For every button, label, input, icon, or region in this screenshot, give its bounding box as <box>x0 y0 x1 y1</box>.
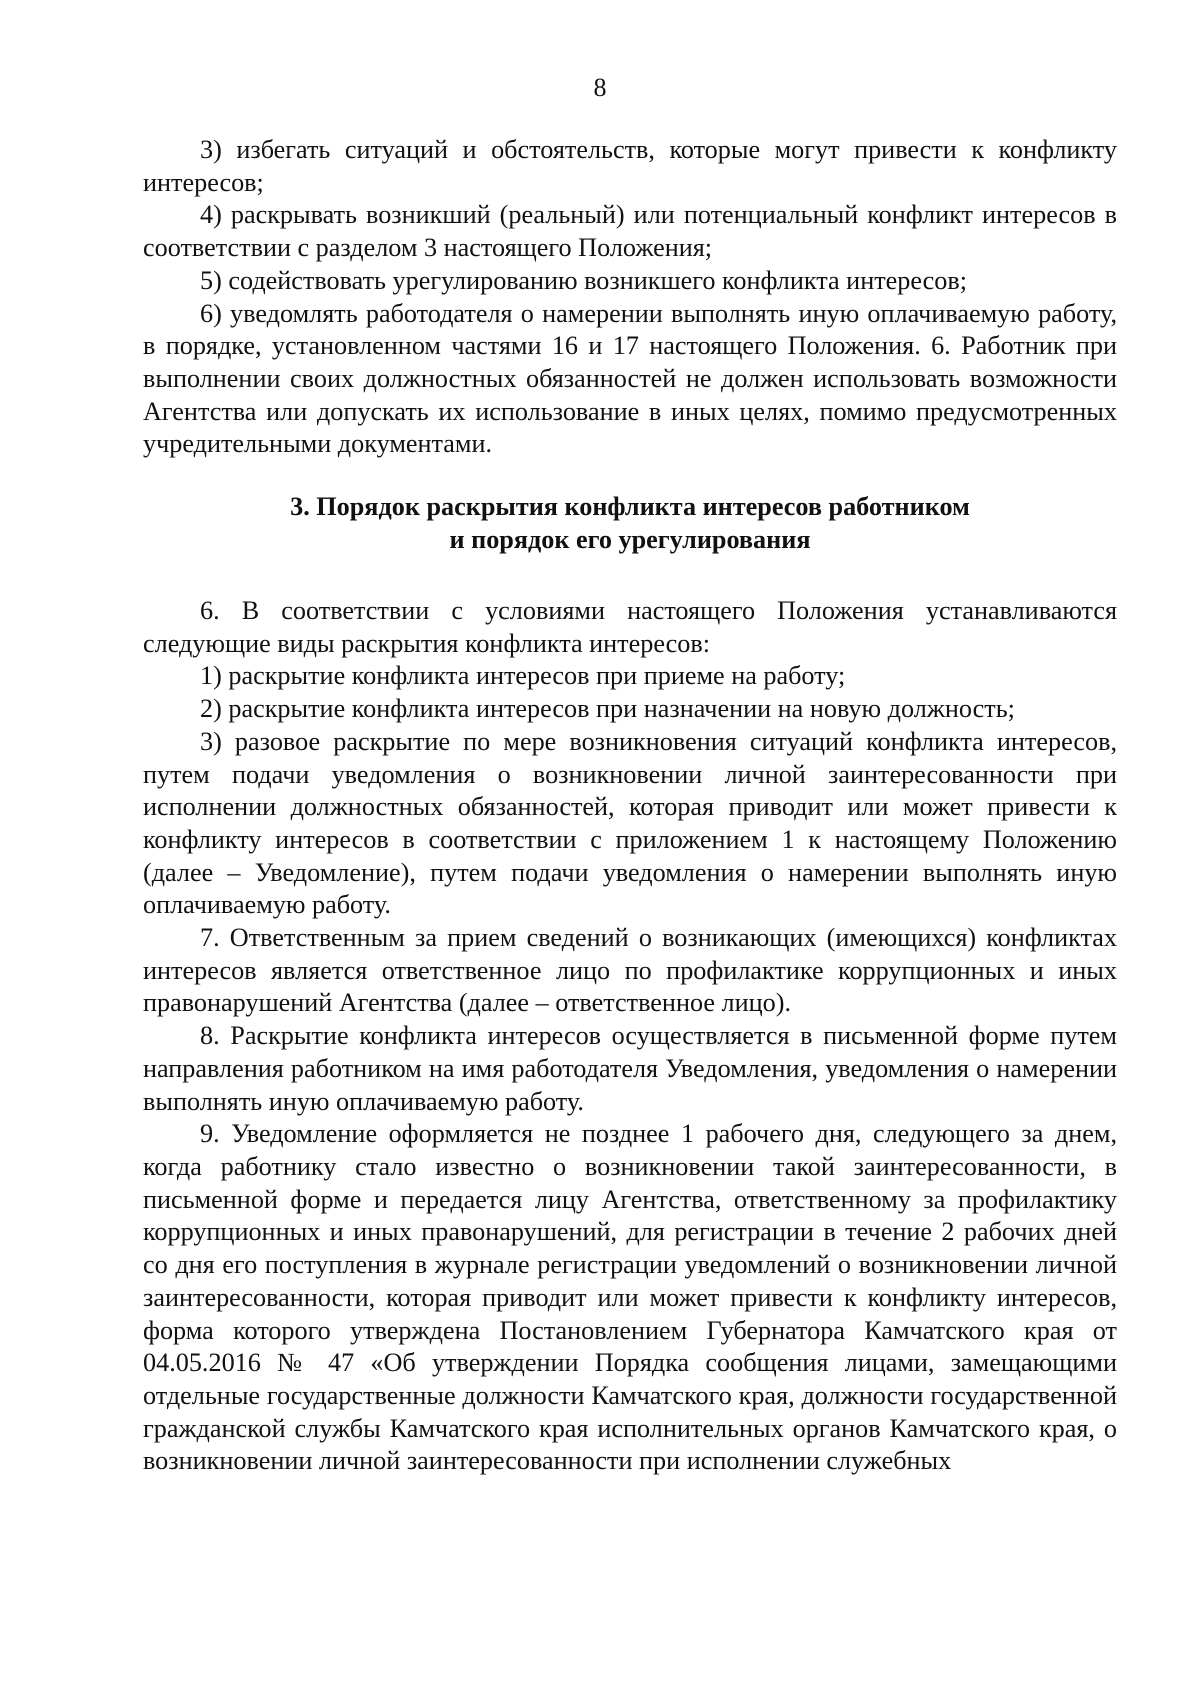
page-number: 8 <box>593 73 607 102</box>
paragraph-duty-5: 5) содействовать урегулированию возникшего конфликта интересов; <box>200 265 968 295</box>
paragraph-duty-6: 6) уведомлять работодателя о намерении выполнять иную оплачиваемую работу, в порядке, установленном частями 16 и 17 настоящего Положения. 6. Работник при выполнении своих должностных обязанностей не должен использовать возможности Агентства или допускать их использование в иных целях, помимо предусмотренных учредительными документами. <box>143 298 1117 459</box>
paragraph-duty-4: 4) раскрывать возникший (реальный) или потенциальный конфликт интересов в соответствии с разделом 3 настоящего Положения; <box>143 200 1117 263</box>
paragraph-clause-6: 6. В соответствии с условиями настоящего Положения устанавливаются следующие виды раскрытия конфликта интересов: <box>143 596 1117 658</box>
paragraph-clause-6-item-3: 3) разовое раскрытие по мере возникновения ситуаций конфликта интересов, путем подачи уведомления о возникновении личной заинтересованности при исполнении должностных обязанностей, которая приводит или может привести к конфликту интересов в соответствии с приложением 1 к настоящему Положению (далее – Уведомление), путем подачи уведомления о намерении выполнять иную оплачиваемую работу. <box>143 726 1117 920</box>
section-heading-line-2: и порядок его урегулирования <box>449 524 811 554</box>
paragraph-clause-9: 9. Уведомление оформляется не позднее 1 рабочего дня, следующего за днем, когда работнику стало известно о возникновении такой заинтересованности, в письменной форме и передается лицу Агентства, ответственному за профилактику коррупционных и иных правонарушений, для регистрации в течение 2 рабочих дней со дня его поступления в журнале регистрации уведомлений о возникновении личной заинтересованности, которая приводит или может привести к конфликту интересов, форма которого утверждена Постановлением Губернатора Камчатского края от 04.05.2016 № 47 «Об утверждении Порядка сообщения лицами, замещающими отдельные государственные должности Камчатского края, должности государственной гражданской службы Камчатского края исполнительных органов Камчатского края, о возникновении личной заинтересованности при исполнении служебных <box>143 1119 1117 1476</box>
section-heading <box>143 491 1117 556</box>
section-heading-line-1: 3. Порядок раскрытия конфликта интересов работником <box>290 492 970 522</box>
paragraph-clause-7: 7. Ответственным за прием сведений о возникающих (имеющихся) конфликтах интересов является ответственное лицо по профилактике коррупционных и иных правонарушений Агентства (далее – ответственное лицо). <box>143 923 1117 1018</box>
document-body <box>143 134 1117 1478</box>
paragraph-clause-6-item-2: 2) раскрытие конфликта интересов при назначении на новую должность; <box>200 694 1015 724</box>
paragraph-clause-6-item-1: 1) раскрытие конфликта интересов при приеме на работу; <box>200 661 846 691</box>
paragraph-duty-3: 3) избегать ситуаций и обстоятельств, которые могут привести к конфликту интересов; <box>143 135 1117 197</box>
paragraph-clause-8: 8. Раскрытие конфликта интересов осуществляется в письменной форме путем направления работником на имя работодателя Уведомления, уведомления о намерении выполнять иную оплачиваемую работу. <box>143 1021 1117 1116</box>
